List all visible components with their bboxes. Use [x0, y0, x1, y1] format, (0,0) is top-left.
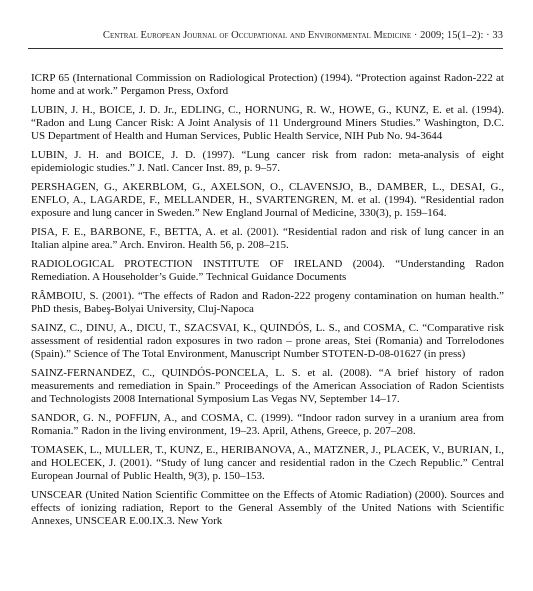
- reference-item: PISA, F. E., BARBONE, F., BETTA, A. et al. (2001). “Residential radon and risk of lung cancer in an Italian alpine area.” Arch. Environ. Health 56, p. 208–215.: [31, 226, 504, 251]
- running-header: Central European Journal of Occupational and Environmental Medicine · 2009; 15(1–2): · 33: [102, 30, 503, 41]
- reference-item: RÂMBOIU, S. (2001). “The effects of Radon and Radon-222 progeny contamination on human health.” PhD thesis, Babeş-Bolyai University, Cluj-Napoca: [31, 290, 504, 315]
- header-rule: [28, 48, 503, 49]
- reference-item: RADIOLOGICAL PROTECTION INSTITUTE OF IRELAND (2004). “Understanding Radon Remediation. A Householder’s Guide.” Technical Guidance Documents: [31, 258, 504, 283]
- reference-item: UNSCEAR (United Nation Scientific Committee on the Effects of Atomic Radiation) (2000). Sources and effects of ionizing radiation, Report to the General Assembly of the United Nations with Scientific Annexes, UNSCEAR E.00.IX.3. New York: [31, 489, 504, 527]
- reference-item: SAINZ-FERNANDEZ, C., QUINDÓS-PONCELA, L. S. et al. (2008). “A brief history of radon measurements and remediation in Spain.” Proceedings of the American Association of Radon Scientists and Technologists 2008 International Symposium Las Vegas NV, September 14–17.: [31, 367, 504, 405]
- reference-item: PERSHAGEN, G., AKERBLOM, G., AXELSON, O., CLAVENSJO, B., DAMBER, L., DESAI, G., ENFLO, A., LAGARDE, F., MELLANDER, H., SVARTENGREN, M. et al. (1994). “Residential radon exposure and lung cancer in Sweden.” New England Journal of Medicine, 330(3), p. 159–164.: [31, 181, 504, 219]
- reference-item: ICRP 65 (International Commission on Radiological Protection) (1994). “Protection against Radon-222 at home and at work.” Pergamon Press, Oxford: [31, 72, 504, 97]
- reference-item: LUBIN, J. H., BOICE, J. D. Jr., EDLING, C., HORNUNG, R. W., HOWE, G., KUNZ, E. et al. (1994). “Radon and Lung Cancer Risk: A Joint Analysis of 11 Underground Miners Studies.” Washington, D.C. US Department of Health and Human Services, Public Health Service, NIH Pub No. 94-3644: [31, 104, 504, 142]
- reference-item: LUBIN, J. H. and BOICE, J. D. (1997). “Lung cancer risk from radon: meta-analysis of eight epidemiologic studies.” J. Natl. Cancer Inst. 89, p. 9–57.: [31, 149, 504, 174]
- reference-list: [31, 72, 504, 534]
- reference-item: TOMASEK, L., MULLER, T., KUNZ, E., HERIBANOVA, A., MATZNER, J., PLACEK, V., BURIAN, I., and HOLECEK, J. (2001). “Study of lung cancer and residential radon in the Czech Republic.” Central European Journal of Public Health, 9(3), p. 150–153.: [31, 444, 504, 482]
- reference-item: SAINZ, C., DINU, A., DICU, T., SZACSVAI, K., QUINDÓS, L. S., and COSMA, C. “Comparative risk assessment of residential radon exposures in two radon – prone areas, Stei (Romania) and Torrelodones (Spain).” Science of The Total Environment, Manuscript Number STOTEN-D-08-01627 (in press): [31, 322, 504, 360]
- reference-item: SANDOR, G. N., POFFIJN, A., and COSMA, C. (1999). “Indoor radon survey in a uranium area from Romania.” Radon in the living environment, 19–23. April, Athens, Greece, p. 207–208.: [31, 412, 504, 437]
